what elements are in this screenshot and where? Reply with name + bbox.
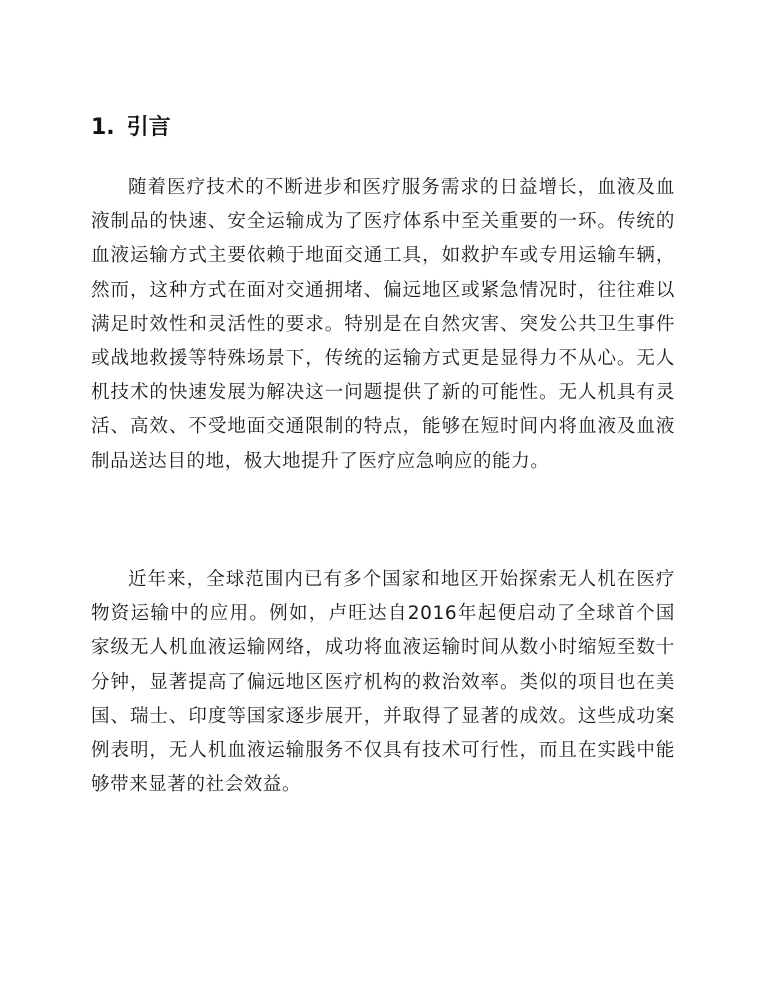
section-title: 引言 xyxy=(126,115,171,140)
body-paragraph-1: 随着医疗技术的不断进步和医疗服务需求的日益增长，血液及血液制品的快速、安全运输成为了医疗体系中至关重要的一环。传统的血液运输方式主要依赖于地面交通工具，如救护车或专用运输车辆，然而，这种方式在面对交通拥堵、偏远地区或紧急情况时，往往难以满足时效性和灵活性的要求。特别是在自然灾害、突发公共卫生事件或战地救援等特殊场景下，传统的运输方式更是显得力不从心。无人机技术的快速发展为解决这一问题提供了新的可能性。无人机具有灵活、高效、不受地面交通限制的特点，能够在短时间内将血液及血液制品送达目的地，极大地提升了医疗应急响应的能力。 xyxy=(91,177,675,472)
section-number: 1. xyxy=(91,115,115,140)
section-heading xyxy=(91,112,171,144)
body-paragraph-2: 近年来，全球范围内已有多个国家和地区开始探索无人机在医疗物资运输中的应用。例如，卢旺达自2016年起便启动了全球首个国家级无人机血液运输网络，成功将血液运输时间从数小时缩短至数十分钟，显著提高了偏远地区医疗机构的救治效率。类似的项目也在美国、瑞士、印度等国家逐步展开，并取得了显著的成效。这些成功案例表明，无人机血液运输服务不仅具有技术可行性，而且在实践中能够带来显著的社会效益。 xyxy=(91,569,675,796)
